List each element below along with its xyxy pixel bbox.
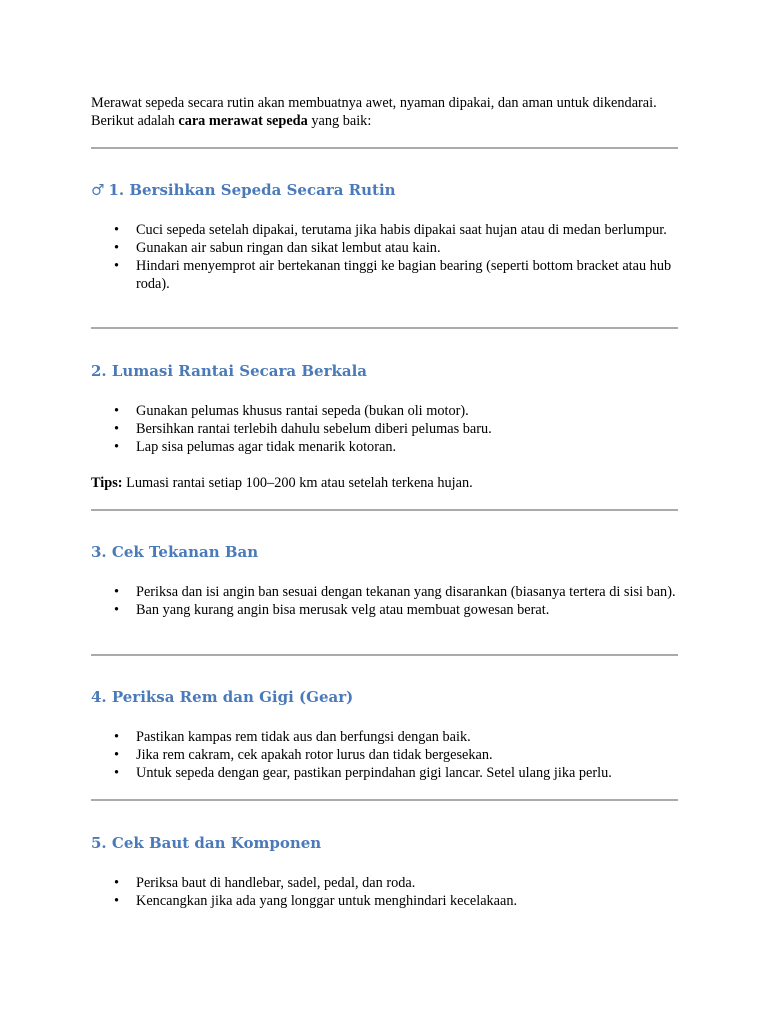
section-title: 5. Cek Baut dan Komponen bbox=[91, 834, 322, 852]
list-item: • Untuk sepeda dengan gear, pastikan perpindahan gigi lancar. Setel ulang jika perlu. bbox=[91, 764, 677, 782]
list-item: • Jika rem cakram, cek apakah rotor lurus dan tidak bergesekan. bbox=[91, 746, 677, 764]
divider bbox=[91, 799, 678, 801]
section-heading-5 bbox=[91, 833, 321, 853]
list-item: • Ban yang kurang angin bisa merusak velg atau membuat gowesan berat. bbox=[91, 601, 677, 619]
section-heading-1 bbox=[91, 180, 396, 200]
intro-text-before: Merawat sepeda secara rutin akan membuatnya awet, nyaman dipakai, dan aman untuk dikendarai. Berikut adalah bbox=[91, 95, 657, 129]
section-list-4 bbox=[91, 728, 677, 782]
intro-bold-phrase: cara merawat sepeda bbox=[178, 113, 308, 129]
divider bbox=[91, 147, 678, 149]
tips-paragraph bbox=[91, 474, 677, 492]
list-item: • Gunakan air sabun ringan dan sikat lembut atau kain. bbox=[91, 239, 677, 257]
section-title: 1. Bersihkan Sepeda Secara Rutin bbox=[108, 181, 396, 199]
list-item: • Kencangkan jika ada yang longgar untuk menghindari kecelakaan. bbox=[91, 892, 677, 910]
list-item: • Periksa dan isi angin ban sesuai dengan tekanan yang disarankan (biasanya tertera di sisi ban). bbox=[91, 583, 677, 601]
section-title: 2. Lumasi Rantai Secara Berkala bbox=[91, 362, 368, 380]
intro-text-after: yang baik: bbox=[307, 113, 372, 129]
section-list-3 bbox=[91, 583, 677, 619]
section-list-2 bbox=[91, 402, 677, 456]
list-item: • Cuci sepeda setelah dipakai, terutama jika habis dipakai saat hujan atau di medan berlumpur. bbox=[91, 221, 677, 239]
list-item: • Periksa baut di handlebar, sadel, pedal, dan roda. bbox=[91, 874, 677, 892]
section-heading-2 bbox=[91, 361, 367, 381]
list-item: • Bersihkan rantai terlebih dahulu sebelum diberi pelumas baru. bbox=[91, 420, 677, 438]
divider bbox=[91, 654, 678, 656]
section-heading-3 bbox=[91, 542, 258, 562]
section-list-5 bbox=[91, 874, 677, 910]
list-item: • Gunakan pelumas khusus rantai sepeda (bukan oli motor). bbox=[91, 402, 677, 420]
section-heading-4 bbox=[91, 687, 353, 707]
intro-paragraph bbox=[91, 94, 677, 130]
list-item: • Hindari menyemprot air bertekanan tinggi ke bagian bearing (seperti bottom bracket atau hub roda). bbox=[91, 257, 677, 293]
section-list-1 bbox=[91, 221, 677, 293]
list-item: • Lap sisa pelumas agar tidak menarik kotoran. bbox=[91, 438, 677, 456]
section-title: 3. Cek Tekanan Ban bbox=[91, 543, 259, 561]
divider bbox=[91, 509, 678, 511]
male-sign-icon: ♂ bbox=[91, 181, 105, 199]
list-item: • Pastikan kampas rem tidak aus dan berfungsi dengan baik. bbox=[91, 728, 677, 746]
section-title: 4. Periksa Rem dan Gigi (Gear) bbox=[91, 688, 354, 706]
divider bbox=[91, 327, 678, 329]
tips-text: Lumasi rantai setiap 100–200 km atau setelah terkena hujan. bbox=[122, 475, 473, 491]
tips-label: Tips: bbox=[91, 475, 123, 491]
